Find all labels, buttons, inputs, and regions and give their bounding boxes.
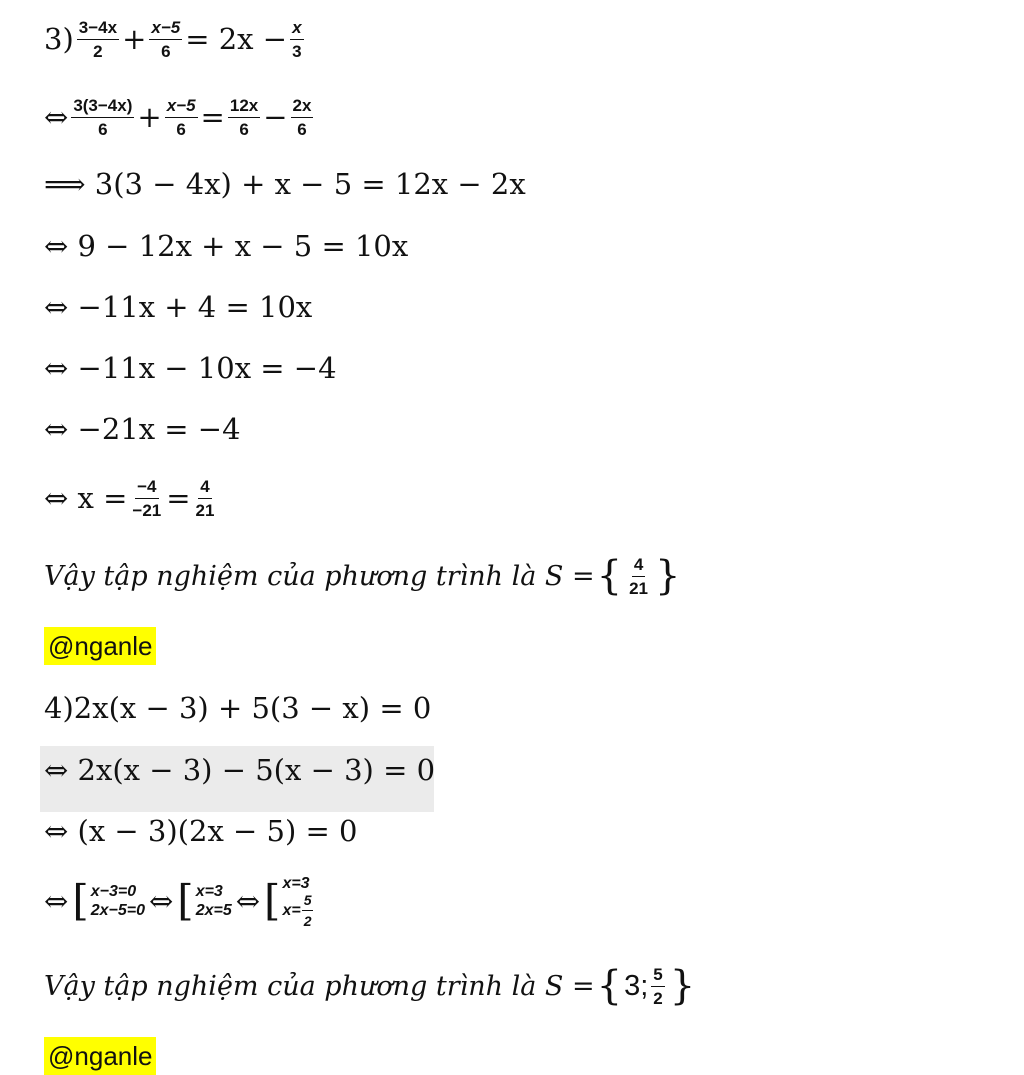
equation-system: [ x=3 2x=5 bbox=[177, 876, 232, 925]
fraction: $\frac{3-4x}{2}$ bbox=[78, 17, 118, 61]
p3-line-5: ⇔ −11x + 4 = 10x bbox=[44, 290, 313, 324]
p3-line-8: ⇔ x = $\frac{-4}{-21}$ = $\frac{4}{21}$ bbox=[44, 476, 215, 520]
fraction: $\frac{3(3-4x)}{6}$ bbox=[73, 95, 133, 139]
fraction: $\frac{2x}{6}$ bbox=[292, 95, 312, 139]
p4-line-2: ⇔ 2x(x − 3) − 5(x − 3) = 0 bbox=[44, 753, 436, 787]
fraction: $\frac{x}{3}$ bbox=[292, 17, 302, 61]
equation-system: [ x−3=0 2x−5=0 bbox=[72, 876, 145, 925]
fraction: $\frac{x-5}{6}$ bbox=[151, 17, 181, 61]
author-tag: @nganle bbox=[44, 1037, 156, 1075]
fraction: $\frac{5}{2}$ bbox=[653, 964, 663, 1008]
fraction: $\frac{12x}{6}$ bbox=[229, 95, 259, 139]
p3-conclusion: Vậy tập nghiệm của phương trình là S = { $\frac{4}{21}$ } bbox=[44, 553, 681, 599]
fraction: $\frac{x-5}{6}$ bbox=[166, 95, 196, 139]
p4-line-4: ⇔ [ x−3=0 2x−5=0 ⇔ [ x=3 2x=5 ⇔ [ x=3 x= $\frac{5}{2}$ bbox=[44, 873, 318, 929]
fraction: $\frac{-4}{-21}$ bbox=[132, 476, 162, 520]
p3-label: 3) bbox=[44, 22, 74, 56]
p3-line-4: ⇔ 9 − 12x + x − 5 = 10x bbox=[44, 229, 409, 263]
p3-line-7: ⇔ −21x = −4 bbox=[44, 412, 241, 446]
p3-line-2: ⇔ $\frac{3(3-4x)}{6}$ + $\frac{x-5}{6}$ = $\frac{12x}{6}$ − $\frac{2x}{6}$ bbox=[44, 95, 312, 139]
p3-line-6: ⇔ −11x − 10x = −4 bbox=[44, 351, 337, 385]
p4-conclusion: Vậy tập nghiệm của phương trình là S = { 3; $\frac{5}{2}$ } bbox=[44, 963, 696, 1009]
fraction: $\frac{4}{21}$ bbox=[629, 554, 649, 598]
p3-line-3: ⟹ 3(3 − 4x) + x − 5 = 12x − 2x bbox=[44, 167, 526, 201]
fraction: $\frac{4}{21}$ bbox=[195, 476, 215, 520]
p4-line-1: 4)2x(x − 3) + 5(3 − x) = 0 bbox=[44, 691, 432, 725]
p3-line-1: 3) $\frac{3-4x}{2}$ + $\frac{x-5}{6}$ = 2x − $\frac{x}{3}$ bbox=[44, 17, 302, 61]
author-tag: @nganle bbox=[44, 627, 156, 665]
p4-line-3: ⇔ (x − 3)(2x − 5) = 0 bbox=[44, 814, 358, 848]
equation-system: [ x=3 x= $\frac{5}{2}$ bbox=[264, 874, 312, 930]
